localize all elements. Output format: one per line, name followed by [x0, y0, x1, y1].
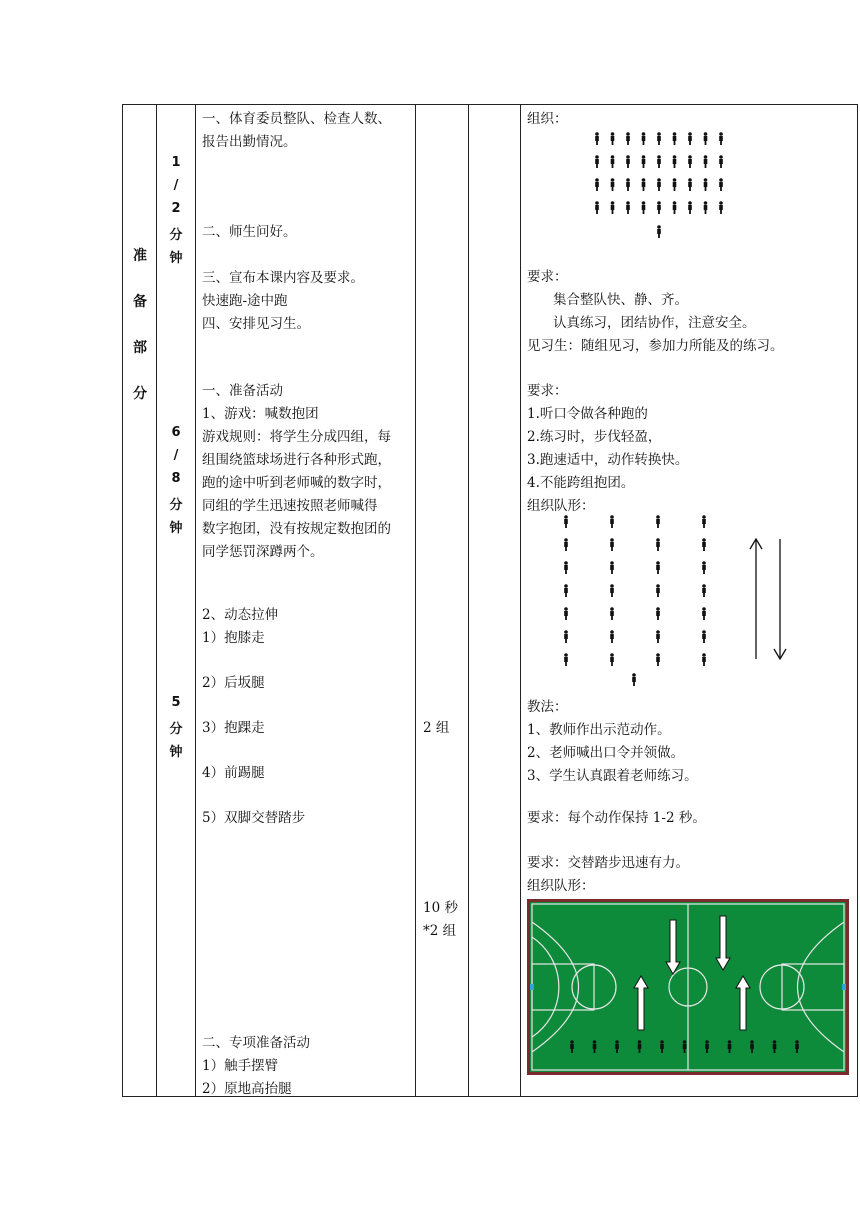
- org-line: 认真练习，团结协作，注意安全。: [553, 315, 756, 331]
- person-icon: [564, 653, 568, 666]
- formation-diagram-1: [583, 129, 763, 241]
- person-icon: [773, 1040, 777, 1053]
- person-icon: [673, 201, 677, 214]
- section-char: 备: [133, 294, 147, 310]
- person-icon: [564, 561, 568, 574]
- person-icon: [704, 201, 708, 214]
- org-line: 2、老师喊出口令并领做。: [527, 745, 685, 761]
- arrow-up-icon: [736, 976, 750, 1030]
- person-icon: [702, 584, 706, 597]
- lesson-plan-table: [122, 104, 858, 1097]
- org-line: 3.跑速适中，动作转换快。: [527, 452, 689, 468]
- time-char: 8: [171, 471, 181, 486]
- person-icon: [610, 584, 614, 597]
- content-line: 2、动态拉伸: [202, 607, 279, 623]
- time-char: 钟: [169, 251, 183, 266]
- content-line: 游戏规则：将学生分成四组，每: [202, 429, 391, 445]
- person-icon: [657, 201, 661, 214]
- person-icon: [632, 673, 636, 686]
- person-icon: [719, 178, 723, 191]
- time-char: 2: [171, 201, 181, 216]
- time-char: 分: [169, 498, 183, 513]
- content-line: 一、准备活动: [202, 383, 283, 399]
- person-icon: [657, 132, 661, 145]
- basketball-court: [527, 899, 849, 1075]
- content-line: 1）抱膝走: [202, 630, 265, 646]
- org-line: 1、教师作出示范动作。: [527, 722, 671, 738]
- person-icon: [719, 155, 723, 168]
- arrow-down-icon: [666, 920, 680, 974]
- org-line: 要求：: [527, 269, 568, 285]
- person-icon: [656, 584, 660, 597]
- person-icon: [795, 1040, 799, 1053]
- amount-text: 2 组: [423, 720, 450, 736]
- person-icon: [657, 155, 661, 168]
- person-icon: [660, 1040, 664, 1053]
- time-char: 1: [171, 155, 181, 170]
- person-icon: [728, 1040, 732, 1053]
- person-icon: [595, 155, 599, 168]
- person-icon: [656, 538, 660, 551]
- section-char: 分: [133, 386, 147, 402]
- person-icon: [688, 132, 692, 145]
- time-char: /: [173, 178, 179, 193]
- org-line: 4.不能跨组抱团。: [527, 475, 635, 491]
- person-icon: [638, 1040, 642, 1053]
- content-line: 1）触手摆臂: [202, 1058, 279, 1074]
- person-icon: [595, 178, 599, 191]
- person-icon: [611, 178, 615, 191]
- person-icon: [702, 515, 706, 528]
- org-line: 3、学生认真跟着老师练习。: [527, 768, 698, 784]
- person-icon: [610, 653, 614, 666]
- person-icon: [657, 225, 661, 238]
- time-char: 钟: [169, 521, 183, 536]
- time-char: 5: [171, 695, 181, 710]
- person-icon: [688, 178, 692, 191]
- time-char: 分: [169, 228, 183, 243]
- content-line: 报告出勤情况。: [202, 134, 297, 150]
- time-char: 6: [171, 425, 181, 440]
- person-icon: [702, 630, 706, 643]
- person-icon: [656, 561, 660, 574]
- content-line: 2）后坂腿: [202, 675, 265, 691]
- person-icon: [688, 201, 692, 214]
- content-line: 四、安排见习生。: [202, 316, 310, 332]
- person-icon: [642, 178, 646, 191]
- content-line: 1、游戏：喊数抱团: [202, 406, 319, 422]
- person-icon: [595, 132, 599, 145]
- content-line: 3）抱踝走: [202, 720, 265, 736]
- org-line: 见习生：随组见习，参加力所能及的练习。: [527, 338, 784, 354]
- person-icon: [656, 515, 660, 528]
- person-icon: [642, 132, 646, 145]
- person-icon: [595, 201, 599, 214]
- person-icon: [610, 515, 614, 528]
- person-icon: [564, 538, 568, 551]
- person-icon: [702, 538, 706, 551]
- person-icon: [610, 538, 614, 551]
- person-icon: [610, 561, 614, 574]
- time-char: /: [173, 448, 179, 463]
- person-icon: [611, 201, 615, 214]
- org-line: 要求：交替踏步迅速有力。: [527, 855, 689, 871]
- person-icon: [626, 132, 630, 145]
- org-line: 要求：: [527, 383, 568, 399]
- person-icon: [673, 132, 677, 145]
- person-icon: [564, 630, 568, 643]
- person-icon: [704, 178, 708, 191]
- content-line: 数字抱团，没有按规定数抱团的: [202, 521, 391, 537]
- person-icon: [704, 132, 708, 145]
- person-icon: [702, 653, 706, 666]
- person-icon: [593, 1040, 597, 1053]
- person-icon: [719, 201, 723, 214]
- person-icon: [564, 515, 568, 528]
- person-icon: [626, 155, 630, 168]
- content-line: 2）原地高抬腿: [202, 1081, 292, 1097]
- person-icon: [610, 607, 614, 620]
- org-line: 集合整队快、静、齐。: [553, 292, 688, 308]
- person-icon: [688, 155, 692, 168]
- org-line: 组织队形：: [527, 498, 595, 514]
- time-char: 分: [169, 722, 183, 737]
- person-icon: [719, 132, 723, 145]
- person-icon: [611, 132, 615, 145]
- content-line: 跑的途中听到老师喊的数字时，: [202, 475, 391, 491]
- person-icon: [656, 630, 660, 643]
- section-char: 准: [133, 248, 147, 264]
- content-line: 同学惩罚深蹲两个。: [202, 544, 324, 560]
- person-icon: [642, 201, 646, 214]
- person-icon: [673, 155, 677, 168]
- person-icon: [657, 178, 661, 191]
- person-icon: [611, 155, 615, 168]
- person-icon: [683, 1040, 687, 1053]
- person-icon: [702, 561, 706, 574]
- time-char: 钟: [169, 745, 183, 760]
- person-icon: [626, 178, 630, 191]
- person-icon: [656, 653, 660, 666]
- amount-text: *2 组: [423, 923, 457, 939]
- arrow-down-icon: [716, 916, 730, 970]
- person-icon: [642, 155, 646, 168]
- section-char: 部: [133, 340, 147, 356]
- content-line: 4）前踢腿: [202, 765, 265, 781]
- person-icon: [615, 1040, 619, 1053]
- org-line: 1.听口令做各种跑的: [527, 406, 648, 422]
- person-icon: [702, 607, 706, 620]
- person-icon: [570, 1040, 574, 1053]
- amount-text: 10 秒: [423, 900, 458, 916]
- person-icon: [564, 607, 568, 620]
- formation-diagram-2: [553, 509, 803, 689]
- person-icon: [673, 178, 677, 191]
- arrow-up-icon: [634, 976, 648, 1030]
- content-line: 二、专项准备活动: [202, 1035, 310, 1051]
- person-icon: [704, 155, 708, 168]
- org-line: 2.练习时，步伐轻盈，: [527, 429, 662, 445]
- person-icon: [750, 1040, 754, 1053]
- content-line: 同组的学生迅速按照老师喊得: [202, 498, 378, 514]
- content-line: 快速跑-途中跑: [202, 293, 288, 309]
- org-line: 组织：: [527, 111, 568, 127]
- person-icon: [626, 201, 630, 214]
- person-icon: [705, 1040, 709, 1053]
- org-line: 要求：每个动作保持 1-2 秒。: [527, 810, 706, 826]
- person-icon: [610, 630, 614, 643]
- content-line: 组围绕篮球场进行各种形式跑，: [202, 452, 391, 468]
- org-line: 组织队形：: [527, 878, 595, 894]
- person-icon: [656, 607, 660, 620]
- content-line: 一、体育委员整队、检查人数、: [202, 111, 391, 127]
- person-icon: [564, 584, 568, 597]
- content-line: 三、宣布本课内容及要求。: [202, 270, 364, 286]
- content-line: 5）双脚交替踏步: [202, 810, 306, 826]
- org-line: 教法：: [527, 699, 568, 715]
- content-line: 二、师生问好。: [202, 224, 297, 240]
